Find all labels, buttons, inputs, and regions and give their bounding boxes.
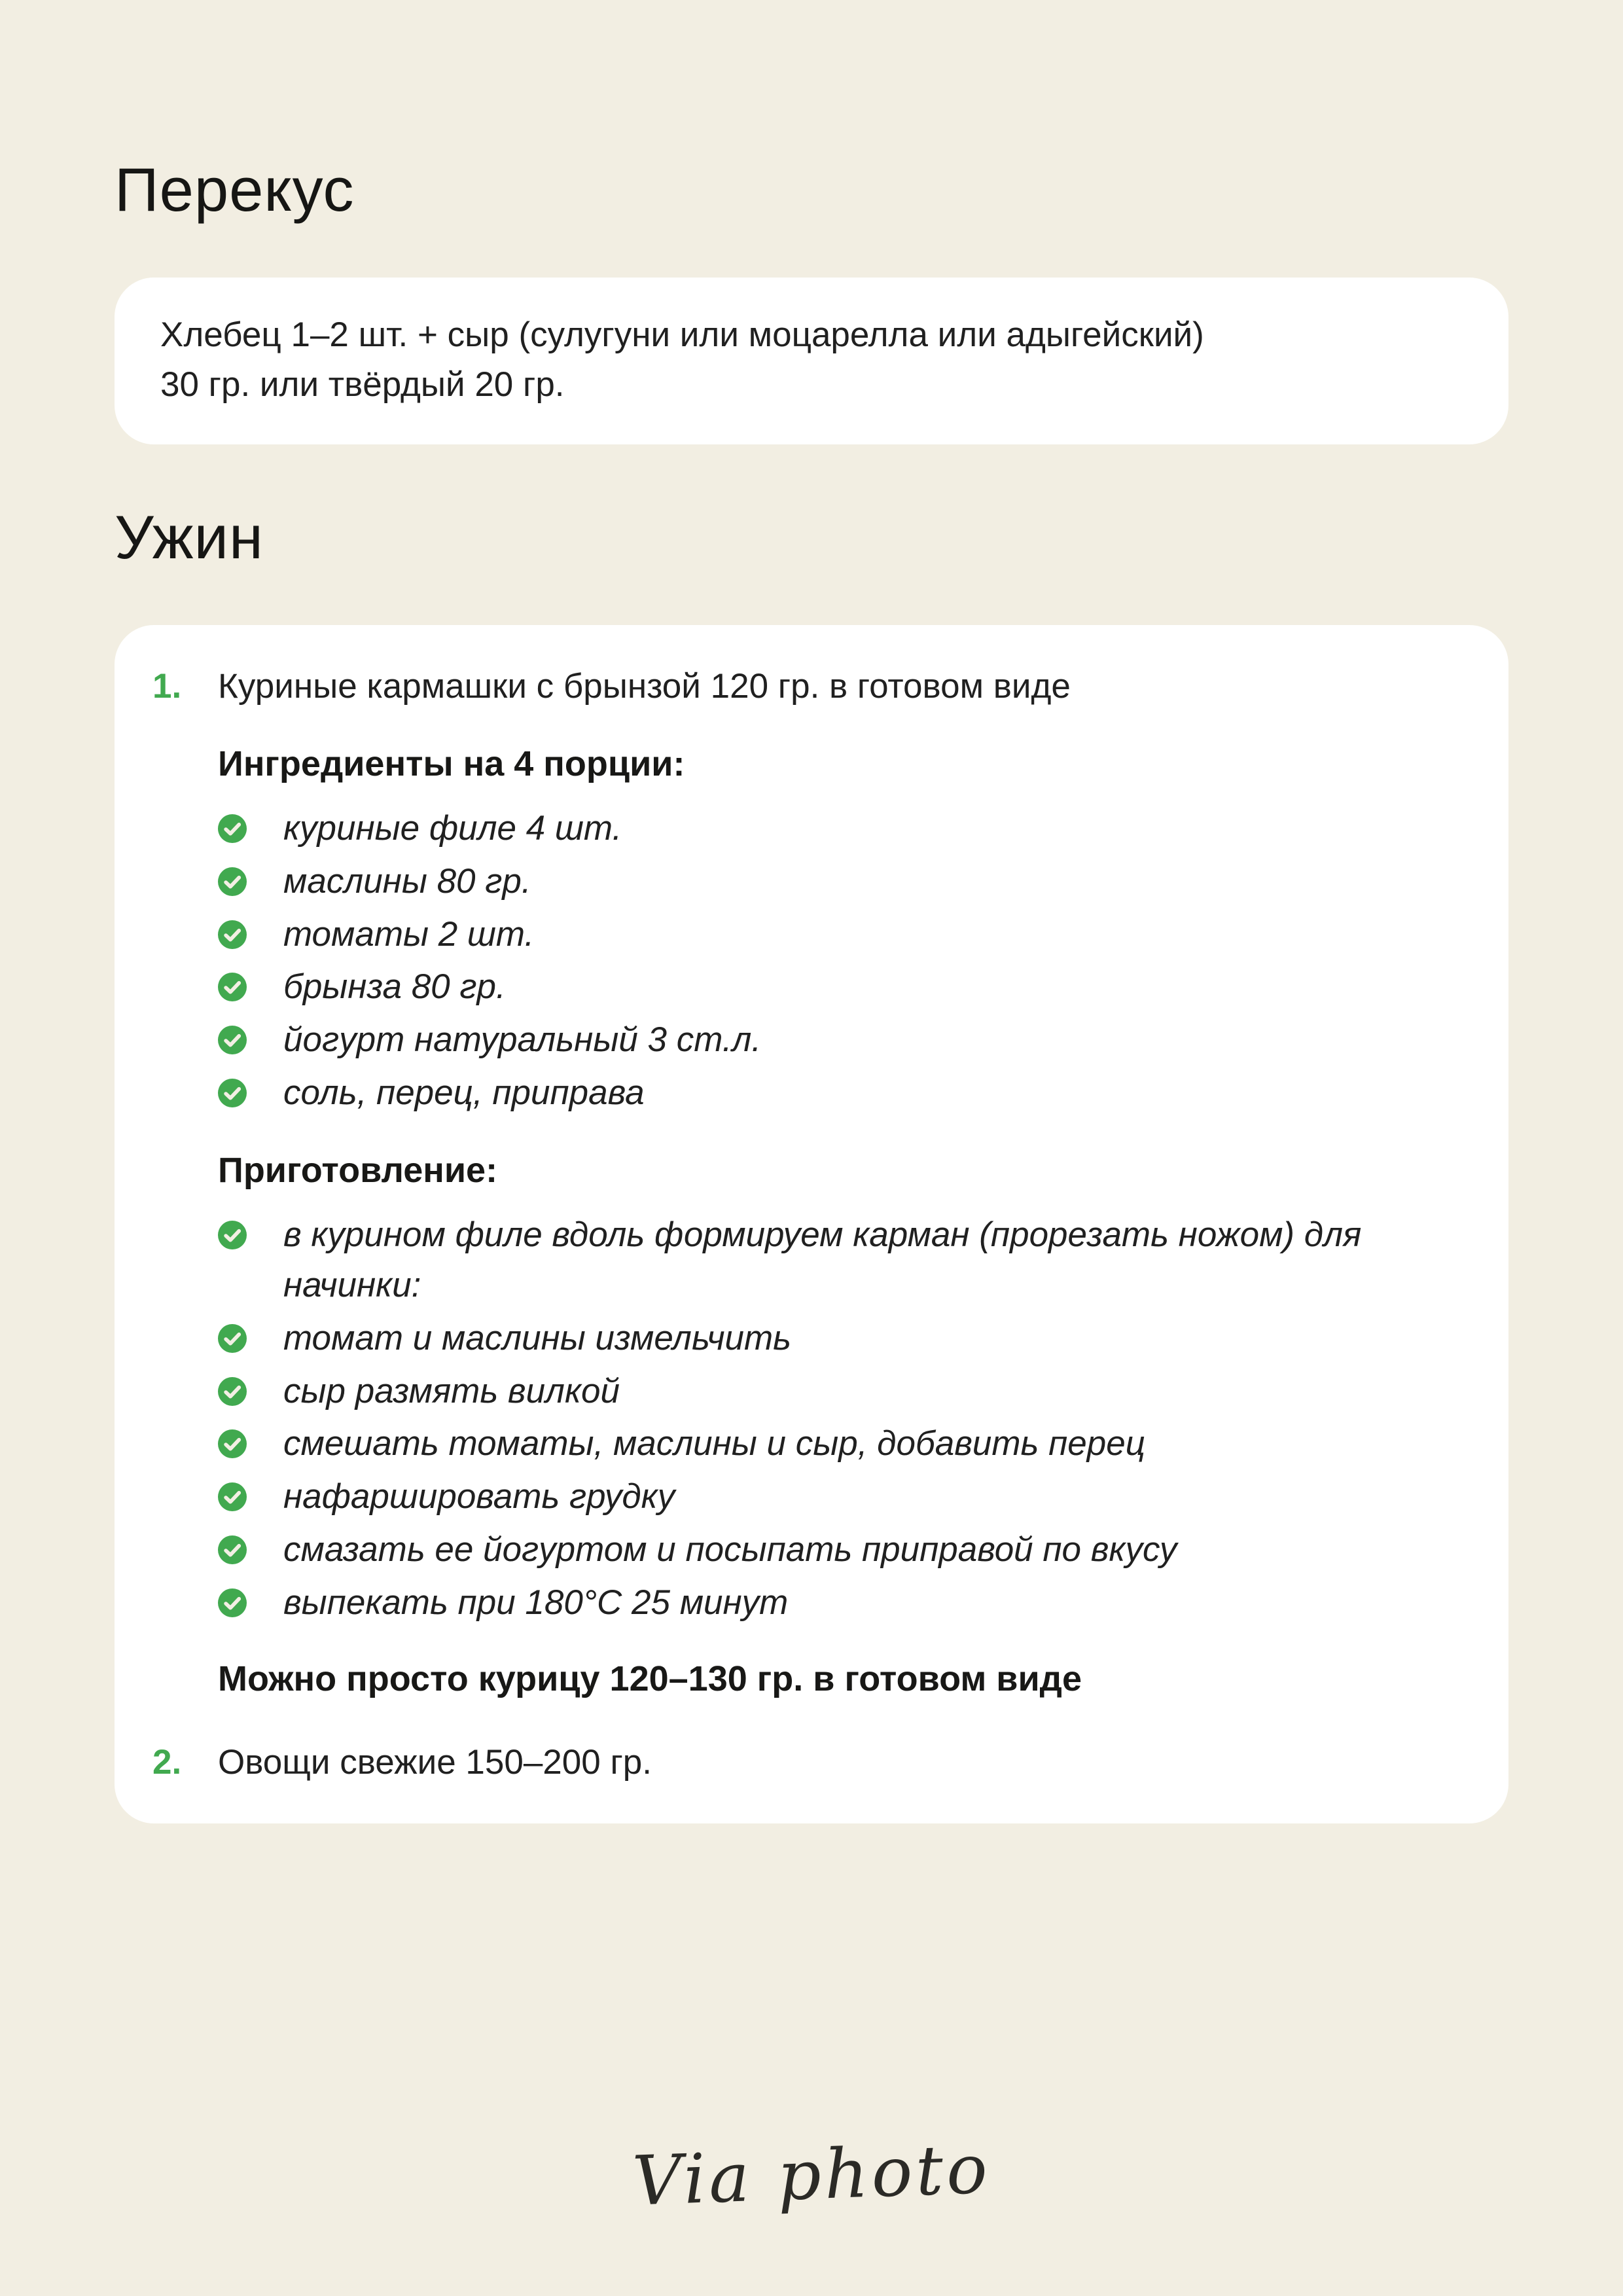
- step-item: [218, 1367, 1467, 1417]
- ingredients-list: [218, 804, 1467, 1119]
- check-circle-icon: [218, 1377, 247, 1406]
- ingredient-text: маслины 80 гр.: [283, 861, 531, 901]
- step-item: [218, 1525, 1467, 1575]
- step-text: смазать ее йогуртом и посыпать приправой по вкусу: [283, 1530, 1177, 1570]
- ingredients-header: Ингредиенты на 4 порции:: [218, 744, 685, 783]
- ingredient-item: [218, 910, 1467, 960]
- ingredient-item: [218, 804, 1467, 854]
- ingredient-text: йогурт натуральный 3 ст.л.: [283, 1020, 762, 1060]
- check-circle-icon: [218, 814, 247, 843]
- snack-text-line-2: 30 гр. или твёрдый 20 гр.: [160, 365, 565, 404]
- step-text: томат и маслины измельчить: [283, 1318, 792, 1357]
- item-2-number: 2.: [152, 1743, 182, 1782]
- step-item: [218, 1314, 1467, 1364]
- check-circle-icon: [218, 1482, 247, 1511]
- ingredient-item: [218, 962, 1467, 1013]
- signature-watermark: Via photo: [631, 2128, 992, 2221]
- item-1-title: Куриные кармашки с брынзой 120 гр. в готовом виде: [218, 666, 1071, 706]
- steps-header: Приготовление:: [218, 1150, 498, 1190]
- step-item: [218, 1472, 1467, 1522]
- item-1-note: Можно просто курицу 120–130 гр. в готовом виде: [218, 1659, 1082, 1698]
- step-item: [218, 1419, 1467, 1469]
- section-title-snack: Перекус: [115, 155, 355, 224]
- check-circle-icon: [218, 867, 247, 896]
- item-1-number: 1.: [152, 666, 182, 706]
- ingredient-text: брынза 80 гр.: [283, 967, 506, 1007]
- dinner-item-2: [152, 1738, 1467, 1788]
- ingredient-item: [218, 857, 1467, 907]
- dinner-card: [115, 625, 1508, 1823]
- check-circle-icon: [218, 1079, 247, 1107]
- ingredient-item: [218, 1015, 1467, 1066]
- ingredient-text: томаты 2 шт.: [283, 914, 535, 954]
- check-circle-icon: [218, 1588, 247, 1617]
- step-item: [218, 1210, 1467, 1311]
- check-circle-icon: [218, 1026, 247, 1054]
- check-circle-icon: [218, 1221, 247, 1249]
- step-item: [218, 1578, 1467, 1628]
- item-2-body: [218, 1738, 1467, 1788]
- ingredient-item: [218, 1068, 1467, 1119]
- item-2-title: Овощи свежие 150–200 гр.: [218, 1743, 652, 1782]
- step-text: сыр размять вилкой: [283, 1371, 620, 1410]
- step-text: выпекать при 180°С 25 минут: [283, 1583, 789, 1622]
- steps-list: [218, 1210, 1467, 1628]
- step-text: нафаршировать грудку: [283, 1477, 675, 1516]
- check-circle-icon: [218, 1429, 247, 1458]
- snack-text-line-1: Хлебец 1–2 шт. + сыр (сулугуни или моцарелла или адыгейский): [160, 315, 1204, 355]
- ingredient-text: соль, перец, приправа: [283, 1073, 645, 1113]
- snack-card: [115, 278, 1508, 444]
- check-circle-icon: [218, 1324, 247, 1353]
- ingredient-text: куриные филе 4 шт.: [283, 808, 622, 848]
- section-title-dinner: Ужин: [115, 502, 264, 571]
- step-text: смешать томаты, маслины и сыр, добавить перец: [283, 1424, 1146, 1463]
- check-circle-icon: [218, 973, 247, 1001]
- dinner-item-1: [152, 662, 1467, 1704]
- check-circle-icon: [218, 1535, 247, 1564]
- item-1-body: [218, 662, 1467, 1704]
- check-circle-icon: [218, 920, 247, 949]
- step-text: в курином филе вдоль формируем карман (прорезать ножом) для начинки:: [283, 1215, 1362, 1304]
